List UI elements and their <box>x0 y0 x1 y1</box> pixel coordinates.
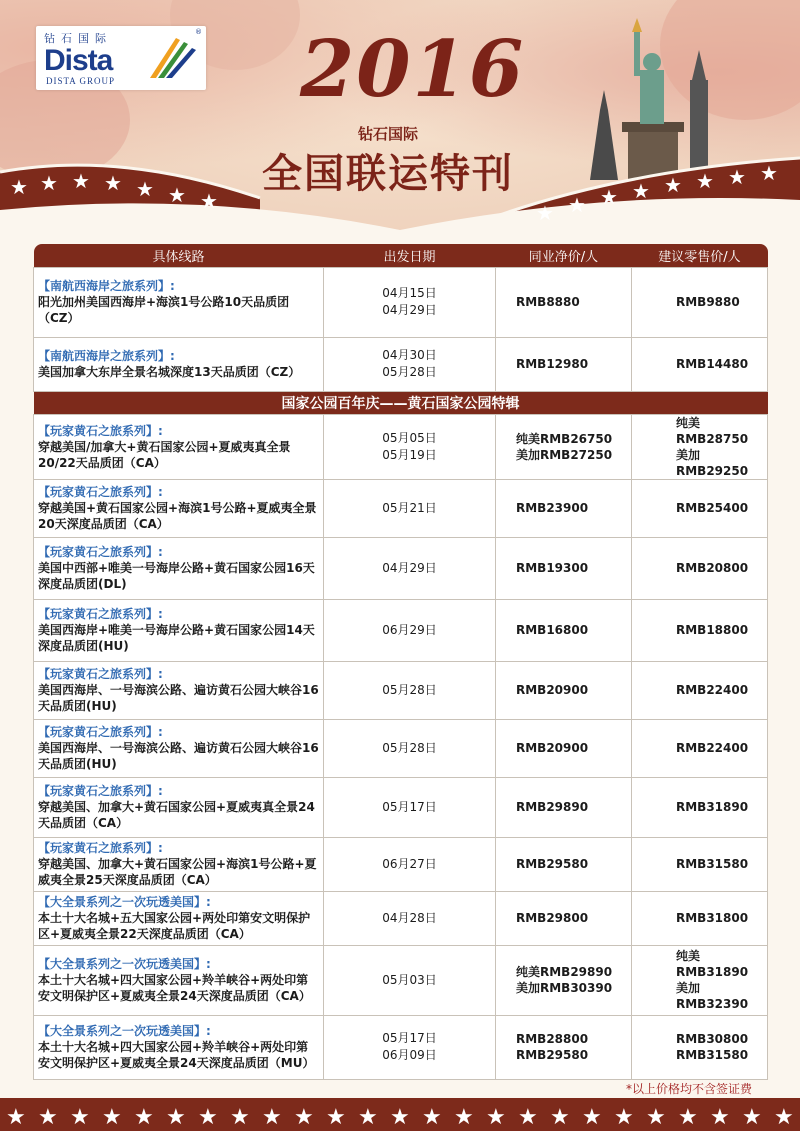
route-series: 【玩家黄石之旅系列】: <box>38 725 163 739</box>
retail-price: RMB31890 <box>632 777 768 837</box>
route-name: 美国西海岸+唯美一号海岸公路+黄石国家公园14天深度品质团(HU) <box>38 623 315 653</box>
retail-price: RMB30800 RMB31580 <box>632 1015 768 1079</box>
net-price: RMB29890 <box>496 777 632 837</box>
net-price: RMB29580 <box>496 837 632 891</box>
svg-text:★: ★ <box>632 179 650 203</box>
logo-group-text: DISTA GROUP <box>46 76 116 86</box>
column-header-retail-price: 建议零售价/人 <box>632 244 768 267</box>
departure-date: 05月03日 <box>324 945 496 1015</box>
departure-date: 04月30日 05月28日 <box>324 337 496 391</box>
table-body-section-a <box>34 267 768 391</box>
route-name: 阳光加州美国西海岸+海滨1号公路10天品质团（CZ） <box>38 295 290 325</box>
route-cell <box>34 891 324 945</box>
table-row <box>34 1015 768 1079</box>
route-name: 本土十大名城+五大国家公园+两处印第安文明保护区+夏威夷全景22天深度品质团（CA） <box>38 911 311 941</box>
net-price: RMB28800 RMB29580 <box>496 1015 632 1079</box>
route-series: 【玩家黄石之旅系列】: <box>38 607 163 621</box>
route-cell <box>34 1015 324 1079</box>
table-row <box>34 837 768 891</box>
svg-text:★: ★ <box>40 171 58 195</box>
star-icon: ★ <box>390 1105 410 1130</box>
page-header <box>0 0 800 240</box>
route-name: 穿越美国/加拿大+黄石国家公园+夏威夷真全景20/22天品质团（CA） <box>38 439 291 470</box>
table-row <box>34 777 768 837</box>
retail-price: RMB22400 <box>632 719 768 777</box>
route-series: 【玩家黄石之旅系列】: <box>38 784 163 798</box>
star-icon: ★ <box>294 1105 314 1130</box>
route-series: 【玩家黄石之旅系列】: <box>38 485 163 499</box>
departure-date: 05月17日 <box>324 777 496 837</box>
svg-text:★: ★ <box>696 169 714 193</box>
table-header-row <box>34 244 768 267</box>
route-cell <box>34 945 324 1015</box>
route-name: 美国加拿大东岸全景名城深度13天品质团（CZ） <box>38 365 301 379</box>
net-price: 纯美RMB26750 美加RMB27250 <box>496 414 632 479</box>
star-icon: ★ <box>454 1105 474 1130</box>
departure-date: 05月28日 <box>324 719 496 777</box>
star-icon: ★ <box>262 1105 282 1130</box>
star-icon: ★ <box>710 1105 730 1130</box>
star-icon: ★ <box>38 1105 58 1130</box>
route-cell <box>34 414 324 479</box>
departure-date: 05月17日 06月09日 <box>324 1015 496 1079</box>
retail-price: RMB14480 <box>632 337 768 391</box>
svg-text:★: ★ <box>568 193 586 217</box>
star-icon: ★ <box>166 1105 186 1130</box>
retail-price: RMB31800 <box>632 891 768 945</box>
route-name: 本土十大名城+四大国家公园+羚羊峡谷+两处印第安文明保护区+夏威夷全景24天深度品质团（CA） <box>38 973 311 1003</box>
star-icon: ★ <box>486 1105 506 1130</box>
star-icon: ★ <box>646 1105 666 1130</box>
column-header-date: 出发日期 <box>324 244 496 267</box>
retail-price: RMB31580 <box>632 837 768 891</box>
route-name: 美国西海岸、一号海滨公路、遍访黄石公园大峡谷16天品质团(HU) <box>38 683 319 713</box>
net-price: 纯美RMB29890 美加RMB30390 <box>496 945 632 1015</box>
route-series: 【南航西海岸之旅系列】: <box>38 349 175 363</box>
table-row <box>34 537 768 599</box>
route-cell <box>34 837 324 891</box>
star-icon: ★ <box>550 1105 570 1130</box>
route-series: 【玩家黄石之旅系列】: <box>38 423 163 438</box>
svg-text:★: ★ <box>136 177 154 201</box>
route-cell <box>34 337 324 391</box>
retail-price: 纯美RMB28750 美加RMB29250 <box>632 414 768 479</box>
departure-date: 06月27日 <box>324 837 496 891</box>
svg-text:★: ★ <box>10 175 28 199</box>
year-title: 2016 <box>300 24 526 115</box>
table-row <box>34 414 768 479</box>
route-series: 【大全景系列之一次玩透美国】: <box>38 957 211 971</box>
logo-chinese-text: 钻石国际 <box>44 32 112 45</box>
departure-date: 04月29日 <box>324 537 496 599</box>
star-icon: ★ <box>326 1105 346 1130</box>
retail-price: RMB18800 <box>632 599 768 661</box>
route-cell <box>34 537 324 599</box>
route-name: 穿越美国、加拿大+黄石国家公园+海滨1号公路+夏威夷全景25天深度品质团（CA） <box>38 857 317 887</box>
route-name: 穿越美国+黄石国家公园+海滨1号公路+夏威夷全景20天深度品质团（CA） <box>38 501 317 531</box>
table-row <box>34 599 768 661</box>
star-icon: ★ <box>518 1105 538 1130</box>
retail-price: RMB22400 <box>632 661 768 719</box>
logo-swoosh-icon <box>146 36 198 80</box>
star-icon: ★ <box>582 1105 602 1130</box>
departure-date: 05月05日 05月19日 <box>324 414 496 479</box>
svg-text:★: ★ <box>600 185 618 209</box>
departure-date: 05月21日 <box>324 479 496 537</box>
net-price: RMB20900 <box>496 661 632 719</box>
net-price: RMB8880 <box>496 267 632 337</box>
footer-stars-ribbon <box>0 1098 800 1131</box>
svg-text:★: ★ <box>168 183 186 207</box>
table-row <box>34 479 768 537</box>
net-price: RMB19300 <box>496 537 632 599</box>
net-price: RMB12980 <box>496 337 632 391</box>
table-row <box>34 945 768 1015</box>
star-icon: ★ <box>422 1105 442 1130</box>
registered-mark: ® <box>195 28 202 36</box>
route-name: 美国西海岸、一号海滨公路、遍访黄石公园大峡谷16天品质团(HU) <box>38 741 319 771</box>
star-icon: ★ <box>614 1105 634 1130</box>
route-series: 【南航西海岸之旅系列】: <box>38 279 175 293</box>
visa-fee-note: *以上价格均不含签证费 <box>626 1082 753 1096</box>
yellowstone-banner-row <box>34 391 768 414</box>
table-body-section-b <box>34 414 768 1079</box>
svg-text:★: ★ <box>536 201 554 225</box>
table-row <box>34 267 768 337</box>
departure-date: 05月28日 <box>324 661 496 719</box>
svg-text:★: ★ <box>72 169 90 193</box>
table-row <box>34 891 768 945</box>
net-price: RMB20900 <box>496 719 632 777</box>
route-name: 美国中西部+唯美一号海岸公路+黄石国家公园16天深度品质团(DL) <box>38 561 315 591</box>
retail-price: RMB20800 <box>632 537 768 599</box>
yellowstone-banner: 国家公园百年庆——黄石国家公园特辑 <box>34 391 768 414</box>
svg-text:★: ★ <box>104 171 122 195</box>
stars-ribbon <box>0 150 800 240</box>
star-icon: ★ <box>742 1105 762 1130</box>
route-name: 穿越美国、加拿大+黄石国家公园+夏威夷真全景24天品质团（CA） <box>38 800 315 830</box>
route-series: 【玩家黄石之旅系列】: <box>38 545 163 559</box>
star-icon: ★ <box>230 1105 250 1130</box>
net-price: RMB23900 <box>496 479 632 537</box>
route-series: 【大全景系列之一次玩透美国】: <box>38 1024 211 1038</box>
brand-subtitle: 钻石国际 <box>358 125 419 143</box>
net-price: RMB29800 <box>496 891 632 945</box>
main-title: 全国联运特刊 <box>262 151 514 197</box>
table-row <box>34 337 768 391</box>
svg-text:★: ★ <box>728 165 746 189</box>
svg-text:★: ★ <box>664 173 682 197</box>
table-row <box>34 719 768 777</box>
departure-date: 04月28日 <box>324 891 496 945</box>
table-row <box>34 661 768 719</box>
star-icon: ★ <box>774 1105 794 1130</box>
star-icon: ★ <box>102 1105 122 1130</box>
column-header-route: 具体线路 <box>34 244 324 267</box>
column-header-net-price: 同业净价/人 <box>496 244 632 267</box>
logo-english-text: Dista <box>44 44 113 77</box>
route-cell <box>34 599 324 661</box>
star-icon: ★ <box>358 1105 378 1130</box>
net-price: RMB16800 <box>496 599 632 661</box>
retail-price: 纯美RMB31890 美加RMB32390 <box>632 945 768 1015</box>
route-series: 【大全景系列之一次玩透美国】: <box>38 895 211 909</box>
route-cell <box>34 661 324 719</box>
svg-text:★: ★ <box>760 161 778 185</box>
route-cell <box>34 479 324 537</box>
company-logo <box>36 26 206 90</box>
tour-price-table <box>33 244 767 1080</box>
route-series: 【玩家黄石之旅系列】: <box>38 667 163 681</box>
retail-price: RMB9880 <box>632 267 768 337</box>
route-cell <box>34 719 324 777</box>
route-cell <box>34 267 324 337</box>
retail-price: RMB25400 <box>632 479 768 537</box>
star-icon: ★ <box>198 1105 218 1130</box>
star-icon: ★ <box>678 1105 698 1130</box>
route-cell <box>34 777 324 837</box>
departure-date: 06月29日 <box>324 599 496 661</box>
departure-date: 04月15日 04月29日 <box>324 267 496 337</box>
star-icon: ★ <box>6 1105 26 1130</box>
star-icon: ★ <box>70 1105 90 1130</box>
route-series: 【玩家黄石之旅系列】: <box>38 841 163 855</box>
route-name: 本土十大名城+四大国家公园+羚羊峡谷+两处印第安文明保护区+夏威夷全景24天深度品质团（MU） <box>38 1040 315 1070</box>
star-icon: ★ <box>134 1105 154 1130</box>
svg-text:★: ★ <box>200 189 218 213</box>
